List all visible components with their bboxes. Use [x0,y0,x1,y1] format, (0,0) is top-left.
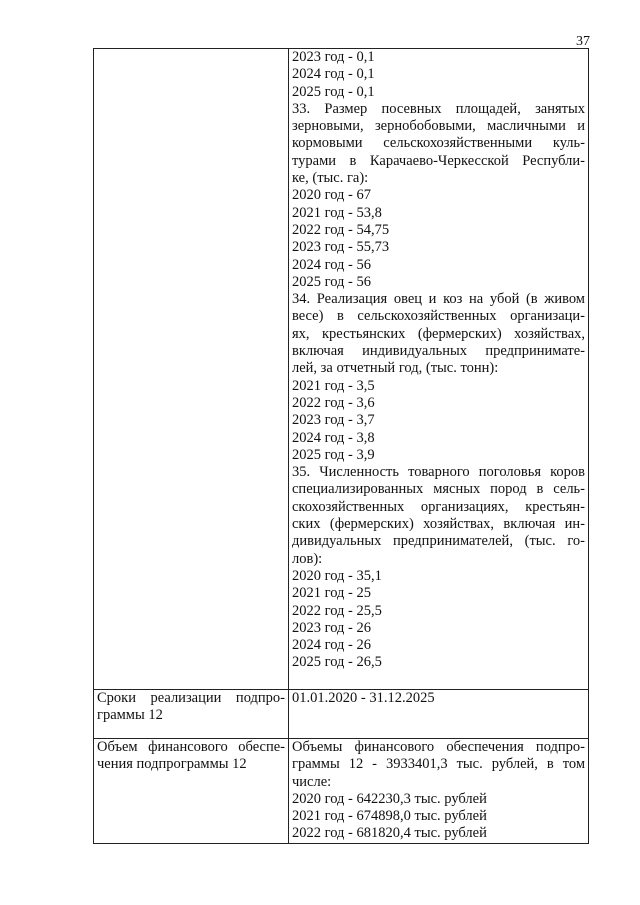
indicator-33-value: 2021 год - 53,8 [292,204,382,221]
indicators-cell [289,49,589,690]
funding-text: граммы 12 - 3933401,3 тыс. рублей, в том [292,756,585,773]
funding-label: чения подпрограммы 12 [97,756,247,773]
indicator-34-value: 2023 год - 3,7 [292,412,375,429]
indicator-33-value: 2022 год - 54,75 [292,221,390,238]
funding-row [94,739,589,844]
indicator-35-value: 2021 год - 25 [292,585,371,602]
indicator-35-value: 2020 год - 35,1 [292,567,382,584]
indicator-35-text: дивидуальных предпринимателей, (тыс. го- [292,533,585,550]
indicator-value: 2024 год - 0,1 [292,66,375,83]
indicator-33-text: турами в Карачаево-Черкесской Республи- [292,152,585,169]
indicator-34-value: 2024 год - 3,8 [292,429,375,446]
indicator-34-text: лей, за отчетный год, (тыс. тонн): [292,360,499,377]
terms-label: граммы 12 [97,707,163,724]
indicator-33-text: кормовыми сельскохозяйственными куль- [292,135,585,152]
indicator-34-text: весе) в сельскохозяйственных организаци- [292,308,585,325]
indicators-label-cell [94,49,289,690]
indicator-value: 2023 год - 0,1 [292,49,375,65]
indicator-33-value: 2024 год - 56 [292,256,371,273]
terms-label-cell [94,690,289,739]
indicators-row [94,49,589,690]
indicator-35-value: 2024 год - 26 [292,637,371,654]
indicator-35-text: специализированных мясных пород в сель- [292,481,585,498]
funding-value: 2020 год - 642230,3 тыс. рублей [292,790,487,807]
indicator-35-text: 35. Численность товарного поголовья коров [292,464,585,481]
indicator-34-value: 2021 год - 3,5 [292,377,375,394]
funding-value: 2022 год - 681820,4 тыс. рублей [292,825,487,842]
passport-table [93,48,589,844]
indicator-34-value: 2022 год - 3,6 [292,394,375,411]
terms-row [94,690,589,739]
funding-value-cell [289,739,589,844]
funding-value: 2021 год - 674898,0 тыс. рублей [292,808,487,825]
funding-label-cell [94,739,289,844]
indicator-35-text: ских (фермерских) хозяйствах, включая ин- [292,516,585,533]
indicator-33-value: 2023 год - 55,73 [292,239,390,256]
terms-value: 01.01.2020 - 31.12.2025 [292,690,435,706]
indicator-34-value: 2025 год - 3,9 [292,446,375,463]
indicator-35-value: 2022 год - 25,5 [292,602,382,619]
funding-text: числе: [292,773,332,790]
indicator-34-text: ях, крестьянских (фермерских) хозяйствах, [292,325,585,342]
indicator-35-text: скохозяйственных организациях, крестьян- [292,498,585,515]
indicator-value: 2025 год - 0,1 [292,83,375,100]
page-number: 37 [576,34,590,49]
indicator-35-value: 2025 год - 26,5 [292,654,382,671]
indicator-35-value: 2023 год - 26 [292,619,371,636]
indicator-34-text: 34. Реализация овец и коз на убой (в живом [292,291,585,308]
indicator-34-text: включая индивидуальных предпринимате- [292,343,585,360]
indicator-35-text: лов): [292,550,323,567]
funding-label: Объем финансового обеспе- [97,739,285,755]
indicator-33-value: 2025 год - 56 [292,273,371,290]
indicator-33-text: зерновыми, зернобобовыми, масличными и [292,118,585,135]
funding-text: Объемы финансового обеспечения подпро- [292,739,585,755]
indicator-33-value: 2020 год - 67 [292,187,371,204]
indicator-33-text: ке, (тыс. га): [292,170,369,187]
indicator-33-text: 33. Размер посевных площадей, занятых [292,100,585,117]
terms-label: Сроки реализации подпро- [97,690,285,706]
terms-value-cell [289,690,589,739]
